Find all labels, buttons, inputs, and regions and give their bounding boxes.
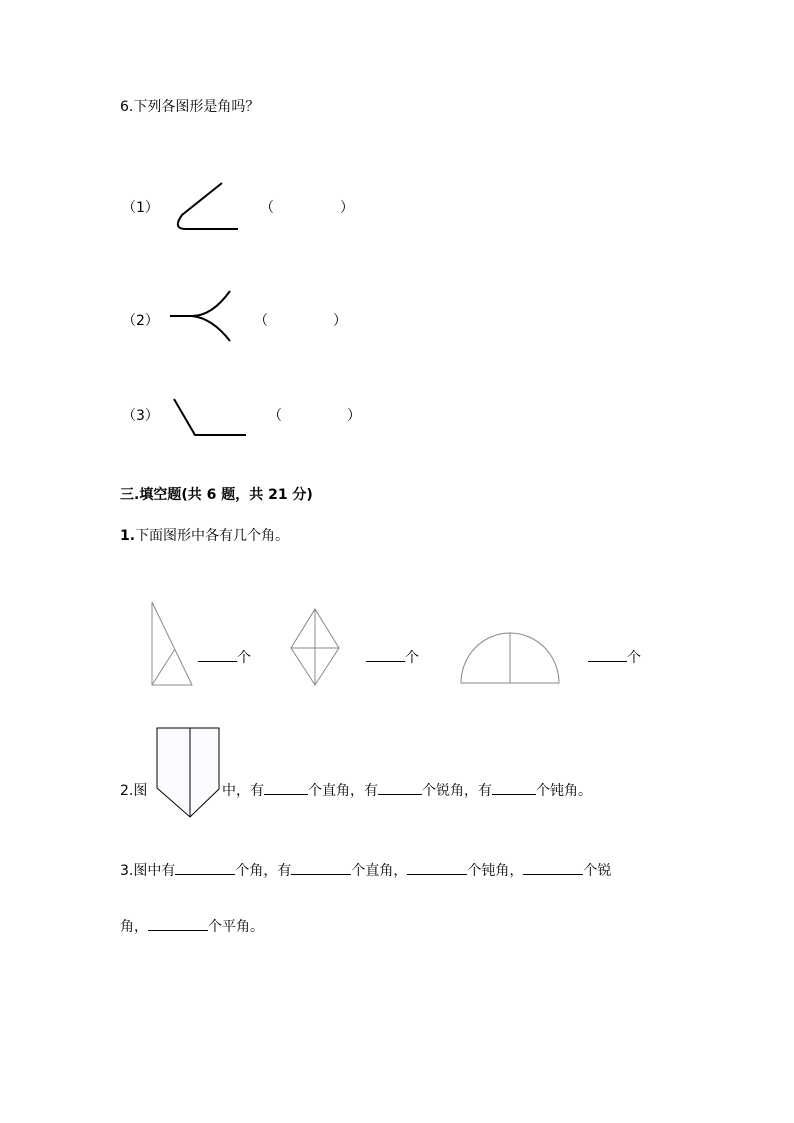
text: 个直角，有 xyxy=(308,783,378,799)
fill-q1-text: 下面图形中各有几个角。 xyxy=(135,528,290,544)
answer-triangle xyxy=(198,651,251,665)
answer-blank[interactable] xyxy=(588,660,627,662)
answer-blank[interactable] xyxy=(264,793,308,795)
curved-figure-2 xyxy=(170,291,230,341)
answer-blank[interactable] xyxy=(492,793,536,795)
kite-figure xyxy=(291,609,339,685)
fill-q1-prompt xyxy=(120,529,289,543)
text: 角， xyxy=(120,919,148,935)
question-6-title: 6.下列各图形是角吗？ xyxy=(120,99,260,115)
answer-blank[interactable] xyxy=(407,873,467,875)
text: 中，有 xyxy=(222,783,264,799)
triangle-figure xyxy=(152,602,192,685)
fill-q3-line-2 xyxy=(120,920,264,934)
pentagon-figure xyxy=(157,728,219,817)
answer-blank[interactable] xyxy=(291,873,351,875)
text: 个直角， xyxy=(351,863,408,879)
fill-q2-text xyxy=(222,784,592,798)
unit-label: 个 xyxy=(627,650,641,666)
answer-blank[interactable] xyxy=(198,660,237,662)
answer-kite xyxy=(366,651,419,665)
answer-blank[interactable] xyxy=(378,793,422,795)
item-3-label: （3） xyxy=(122,408,159,424)
text: 个钝角， xyxy=(467,863,524,879)
answer-blank[interactable] xyxy=(175,873,235,875)
item-2-open-paren: （ xyxy=(254,313,268,329)
item-1-label: （1） xyxy=(122,200,159,216)
item-3-close-paren: ） xyxy=(347,408,361,424)
fill-q2-prefix: 2.图 xyxy=(120,783,148,799)
item-2-label: （2） xyxy=(122,313,159,329)
fill-q1-number: 1. xyxy=(120,528,136,544)
curved-angle-figure-1 xyxy=(178,183,238,229)
answer-semicircle xyxy=(588,651,641,665)
text: 个锐角，有 xyxy=(422,783,492,799)
answer-blank[interactable] xyxy=(366,660,405,662)
item-2-close-paren: ） xyxy=(333,313,347,329)
text: 个钝角。 xyxy=(536,783,592,799)
text: 3.图中有 xyxy=(120,863,176,879)
item-3-open-paren: （ xyxy=(268,408,282,424)
unit-label: 个 xyxy=(405,650,419,666)
item-1-close-paren: ） xyxy=(340,200,354,216)
answer-blank[interactable] xyxy=(523,873,583,875)
unit-label: 个 xyxy=(237,650,251,666)
text: 个角，有 xyxy=(235,863,292,879)
fill-q3-line-1 xyxy=(120,864,611,878)
answer-blank[interactable] xyxy=(148,929,208,931)
item-1-open-paren: （ xyxy=(260,200,274,216)
semicircle-figure xyxy=(461,633,559,683)
angle-figure-3 xyxy=(174,399,246,435)
text: 个平角。 xyxy=(208,919,264,935)
text: 个锐 xyxy=(583,863,612,879)
section-3-heading: 三.填空题(共 6 题，共 21 分) xyxy=(120,487,313,503)
